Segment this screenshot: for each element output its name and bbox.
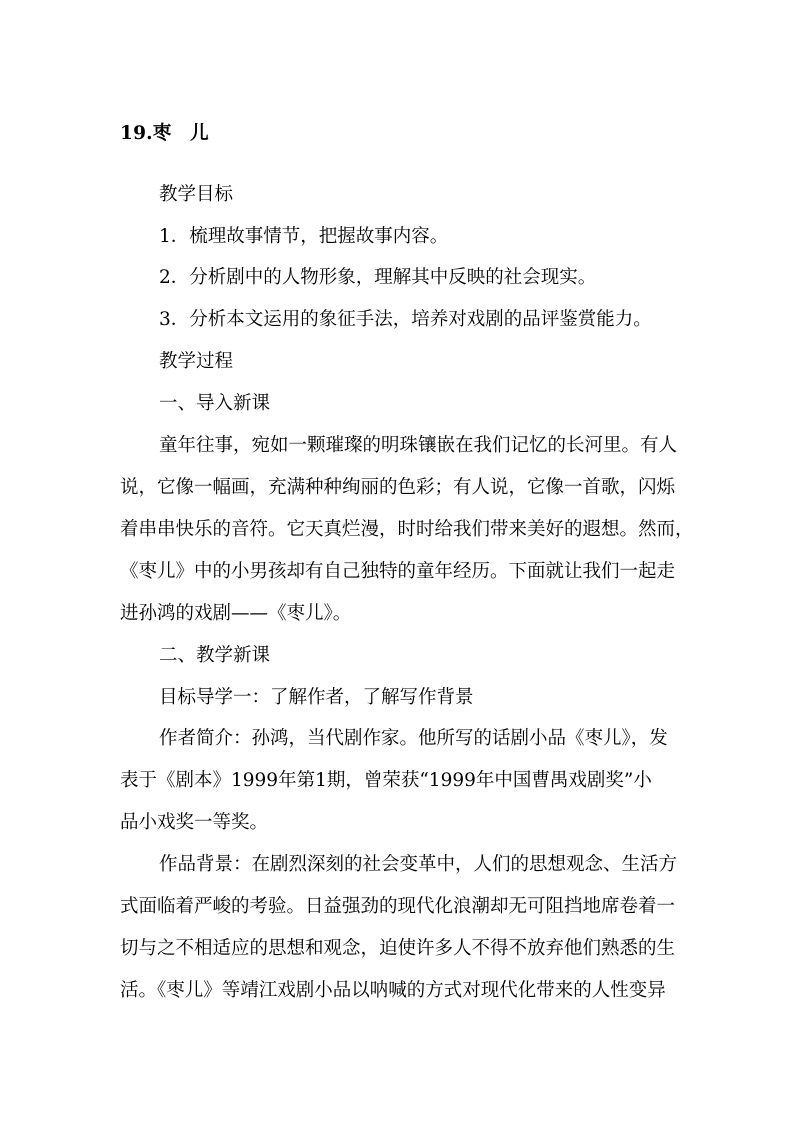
intro-paragraph-line-3: 着串串快乐的音符。它天真烂漫，时时给我们带来美好的遐想。然而，	[120, 519, 694, 540]
section-heading-2: 二、教学新课	[159, 645, 271, 666]
section-heading-1: 一、导入新课	[159, 393, 271, 414]
objective-item-1: 1．梳理故事情节，把握故事内容。	[159, 226, 449, 247]
author-paragraph-line-3: 品小戏奖一等奖。	[120, 812, 269, 833]
background-paragraph-line-3: 切与之不相适应的思想和观念，迫使许多人不得不放弃他们熟悉的生	[120, 938, 676, 959]
intro-paragraph-line-2: 说，它像一幅画，充满种种绚丽的色彩；有人说，它像一首歌，闪烁	[120, 477, 676, 498]
objective-item-2: 2．分析剧中的人物形象，理解其中反映的社会现实。	[159, 267, 597, 288]
author-paragraph-line-1: 作者简介：孙鸿，当代剧作家。他所写的话剧小品《枣儿》，发	[159, 728, 668, 749]
author-paragraph-line-2: 表于《剧本》1999年第1期，曾荣获“1999年中国曹禺戏剧奖”小	[120, 770, 652, 791]
background-paragraph-line-1: 作品背景：在剧烈深刻的社会变革中，人们的思想观念、生活方	[159, 854, 678, 875]
background-paragraph-line-2: 式面临着严峻的考验。日益强劲的现代化浪潮却无可阻挡地席卷着一	[120, 896, 676, 917]
objective-item-3: 3．分析本文运用的象征手法，培养对戏剧的品评鉴赏能力。	[159, 309, 652, 330]
intro-paragraph-line-1: 童年往事，宛如一颗璀璨的明珠镶嵌在我们记忆的长河里。有人	[159, 435, 678, 456]
background-paragraph-line-4: 活。《枣儿》等靖江戏剧小品以呐喊的方式对现代化带来的人性变异	[120, 980, 666, 1001]
goal-heading-1: 目标导学一：了解作者，了解写作背景	[159, 687, 474, 708]
heading-teaching-objectives: 教学目标	[159, 184, 234, 205]
intro-paragraph-line-4: 《枣儿》中的小男孩却有自己独特的童年经历。下面就让我们一起走	[120, 561, 676, 582]
intro-paragraph-line-5: 进孙鸿的戏剧——《枣儿》。	[120, 603, 352, 624]
heading-teaching-process: 教学过程	[159, 351, 234, 372]
page-title: 19.枣 儿	[120, 123, 209, 144]
